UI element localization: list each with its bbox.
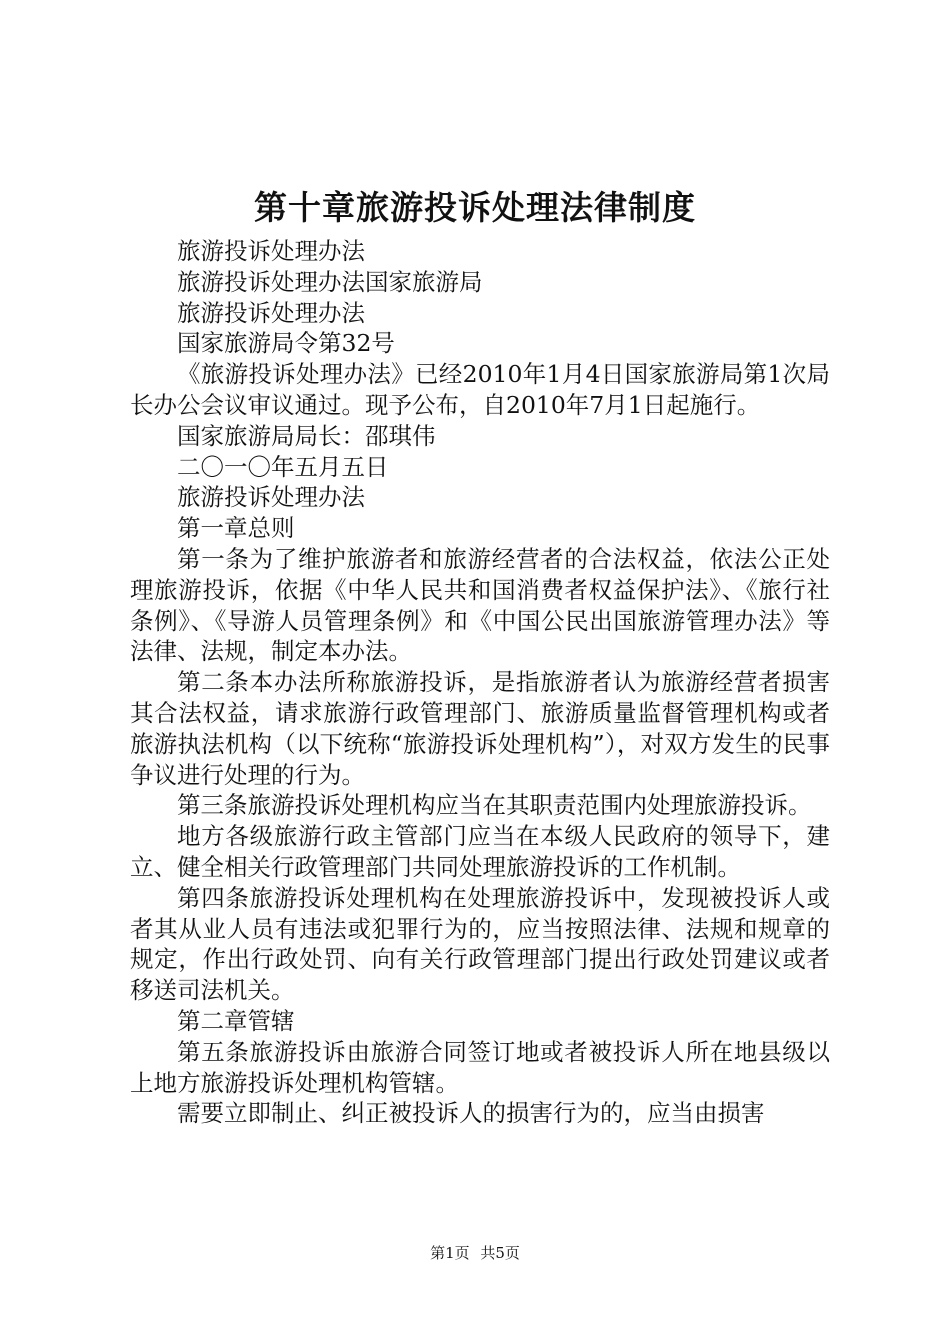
document-body (130, 236, 830, 1129)
paragraph: 旅游投诉处理办法 (177, 298, 365, 327)
paragraph: 旅游投诉处理办法国家旅游局 (177, 267, 483, 296)
paragraph: 第四条旅游投诉处理机构在处理旅游投诉中，发现被投诉人或者其从业人员有违法或犯罪行为的，应当按照法律、法规和规章的规定，作出行政处罚、向有关行政管理部门提出行政处罚建议或者移送司法机关。 (130, 883, 830, 1005)
paragraph: 需要立即制止、纠正被投诉人的损害行为的，应当由损害 (177, 1099, 765, 1128)
paragraph: 二〇一〇年五月五日 (177, 452, 389, 481)
page-footer (0, 1243, 950, 1263)
chapter-heading: 第一章总则 (177, 514, 295, 543)
paragraph: 旅游投诉处理办法 (177, 483, 365, 512)
paragraph: 《旅游投诉处理办法》已经2010年1月4日国家旅游局第1次局长办公会议审议通过。现予公布，自2010年7月1日起施行。 (130, 360, 830, 419)
paragraph: 国家旅游局令第32号 (177, 329, 395, 358)
paragraph: 第二条本办法所称旅游投诉，是指旅游者认为旅游经营者损害其合法权益，请求旅游行政管理部门、旅游质量监督管理机构或者旅游执法机构（以下统称“旅游投诉处理机构”），对双方发生的民事争议进行处理的行为。 (130, 668, 830, 789)
paragraph: 旅游投诉处理办法 (177, 237, 365, 265)
paragraph: 第三条旅游投诉处理机构应当在其职责范围内处理旅游投诉。 (177, 791, 812, 820)
paragraph: 第一条为了维护旅游者和旅游经营者的合法权益，依法公正处理旅游投诉，依据《中华人民共和国消费者权益保护法》、《旅行社条例》、《导游人员管理条例》和《中国公民出国旅游管理办法》等法律、法规，制定本办法。 (130, 544, 830, 666)
page-total: 共5页 (480, 1244, 520, 1262)
chapter-heading: 第二章管辖 (177, 1006, 295, 1035)
document-title: 第十章旅游投诉处理法律制度 (254, 188, 696, 227)
page-number: 第1页 (430, 1244, 470, 1262)
paragraph: 第五条旅游投诉由旅游合同签订地或者被投诉人所在地县级以上地方旅游投诉处理机构管辖。 (130, 1037, 830, 1097)
paragraph: 地方各级旅游行政主管部门应当在本级人民政府的领导下，建立、健全相关行政管理部门共同处理旅游投诉的工作机制。 (130, 822, 830, 881)
paragraph: 国家旅游局局长：邵琪伟 (177, 421, 436, 450)
